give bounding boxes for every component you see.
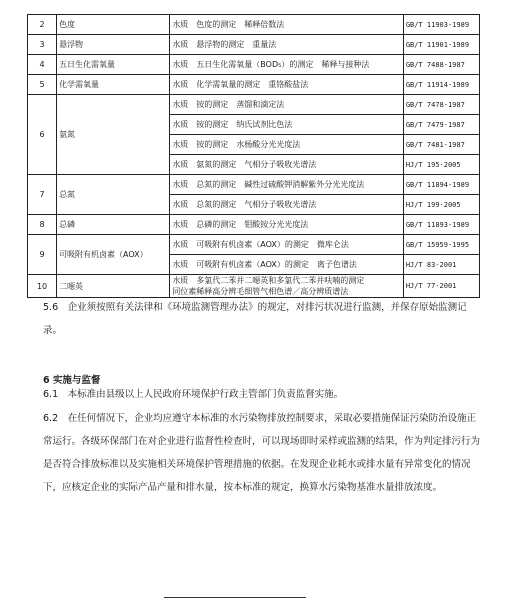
row-number: 3 <box>28 35 57 55</box>
clause-5-6: 5.6 企业须按照有关法律和《环境监测管理办法》的规定，对排污状况进行监测，并保存原始监测记录。 <box>43 302 467 336</box>
pollutant-item: 二噁英 <box>57 275 170 298</box>
standard-code: GB/T 15959-1995 <box>403 235 479 255</box>
standard-code: GB/T 7479-1987 <box>403 115 479 135</box>
method-line-1: 水质 多氯代二苯并二噁英和多氯代二苯并呋喃的测定 <box>172 276 365 285</box>
standard-code: GB/T 7478-1987 <box>403 95 479 115</box>
standard-code: HJ/T 83-2001 <box>403 255 479 275</box>
table-row <box>28 235 480 255</box>
method-name: 水质 色度的测定 稀释倍数法 <box>170 15 404 35</box>
standard-code: GB/T 11893-1989 <box>403 215 479 235</box>
standard-code: GB/T 11894-1989 <box>403 175 479 195</box>
table-row <box>28 175 480 195</box>
table-row <box>28 35 480 55</box>
method-name: 水质 铵的测定 水杨酸分光光度法 <box>170 135 404 155</box>
standard-code: GB/T 7488-1987 <box>403 55 479 75</box>
row-number: 2 <box>28 15 57 35</box>
clause-6-2: 6.2 在任何情况下，企业均应遵守本标准的水污染物排放控制要求，采取必要措施保证污染防治设施正常运行。各级环保部门在对企业进行监督性检查时，可以现场即时采样或监测的结果，作为判定排污行为是否符合排放标准以及实施相关环境保护管理措施的依据。在发现企业耗水或排水量有异常变化的情况下，应核定企业的实际产品产量和排水量，按本标准的规定，换算水污染物基准水量排放浓度。 <box>43 413 481 493</box>
standard-code: HJ/T 195-2005 <box>403 155 479 175</box>
pollutant-item: 化学需氧量 <box>57 75 170 95</box>
monitoring-methods-table <box>27 14 480 298</box>
standard-code: GB/T 11914-1989 <box>403 75 479 95</box>
pollutant-item: 色度 <box>57 15 170 35</box>
method-name: 水质 化学需氧量的测定 重铬酸盐法 <box>170 75 404 95</box>
standard-code: GB/T 11901-1989 <box>403 35 479 55</box>
standard-code: HJ/T 77-2001 <box>403 275 479 298</box>
table-row <box>28 275 480 298</box>
pollutant-item: 总氮 <box>57 175 170 215</box>
table-row <box>28 215 480 235</box>
pollutant-item: 总磷 <box>57 215 170 235</box>
row-number: 9 <box>28 235 57 275</box>
row-number: 5 <box>28 75 57 95</box>
method-name <box>170 275 404 298</box>
method-name: 水质 铵的测定 纳氏试剂比色法 <box>170 115 404 135</box>
standard-code: GB/T 11903-1989 <box>403 15 479 35</box>
row-number: 6 <box>28 95 57 175</box>
method-name: 水质 可吸附有机卤素（AOX）的测定 离子色谱法 <box>170 255 404 275</box>
pollutant-item: 可吸附有机卤素（AOX） <box>57 235 170 275</box>
pollutant-item: 五日生化需氧量 <box>57 55 170 75</box>
row-number: 8 <box>28 215 57 235</box>
clause-6-1: 6.1 本标准由县级以上人民政府环境保护行政主管部门负责监督实施。 <box>43 389 344 400</box>
pollutant-item: 氨氮 <box>57 95 170 175</box>
standard-code: GB/T 7481-1987 <box>403 135 479 155</box>
row-number: 10 <box>28 275 57 298</box>
method-name: 水质 总氮的测定 气相分子吸收光谱法 <box>170 195 404 215</box>
table-row <box>28 15 480 35</box>
pollutant-item: 悬浮物 <box>57 35 170 55</box>
method-name: 水质 五日生化需氧量（BOD₅）的测定 稀释与接种法 <box>170 55 404 75</box>
footnote-divider <box>164 597 306 598</box>
row-number: 7 <box>28 175 57 215</box>
table-row <box>28 95 480 115</box>
table-row <box>28 55 480 75</box>
method-name: 水质 总磷的测定 钼酸铵分光光度法 <box>170 215 404 235</box>
table-row <box>28 75 480 95</box>
row-number: 4 <box>28 55 57 75</box>
section-6-heading: 6 实施与监督 <box>43 375 101 386</box>
method-name: 水质 铵的测定 蒸馏和滴定法 <box>170 95 404 115</box>
standard-code: HJ/T 199-2005 <box>403 195 479 215</box>
method-name: 水质 悬浮物的测定 重量法 <box>170 35 404 55</box>
method-name: 水质 总氮的测定 碱性过硫酸钾消解紫外分光光度法 <box>170 175 404 195</box>
method-line-2: 同位素稀释高分辨毛细管气相色谱／高分辨质谱法 <box>172 287 349 296</box>
method-name: 水质 氨氮的测定 气相分子吸收光谱法 <box>170 155 404 175</box>
method-name: 水质 可吸附有机卤素（AOX）的测定 微库仑法 <box>170 235 404 255</box>
